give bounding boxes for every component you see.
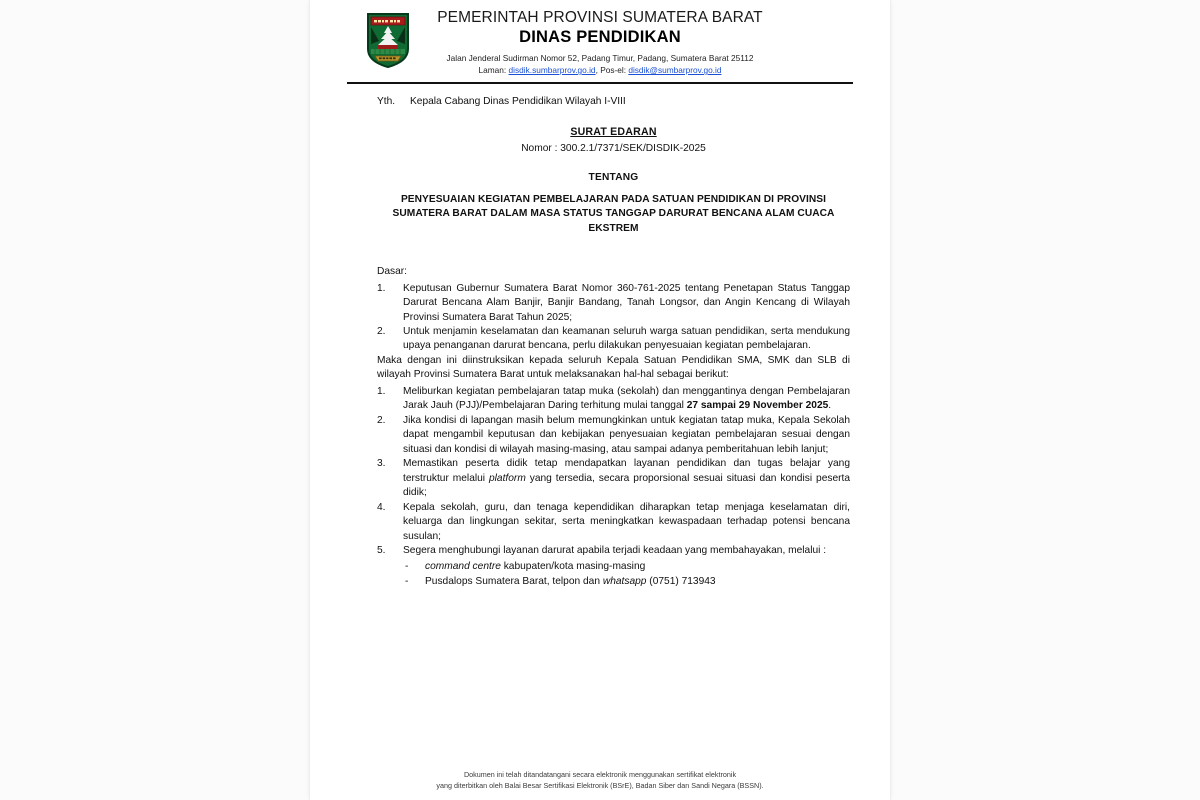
document-body bbox=[310, 95, 890, 590]
page-gutter-right bbox=[890, 0, 1200, 800]
letterhead-contact-line bbox=[340, 64, 860, 76]
instruction-item-text-before: Jika kondisi di lapangan masih belum memungkinkan untuk kegiatan tatap muka, Kepala Sekolah dapat mengambil keputusan dan kebijakan penyesuaian kegiatan pembelajaran sesuai dengan situasi dan kondisi di wilayah masing-masing, atau sampai adanya pemberitahuan lebih lanjut; bbox=[403, 414, 850, 455]
dasar-item-marker: 1. bbox=[377, 282, 386, 294]
page-gutter-left bbox=[0, 0, 310, 800]
contact-separator: , bbox=[595, 65, 598, 76]
instruction-item-italic-term: platform bbox=[489, 472, 526, 484]
instruction-item bbox=[377, 414, 850, 457]
dasar-item bbox=[377, 282, 850, 325]
dasar-list bbox=[377, 282, 850, 354]
instruction-intro-paragraph: Maka dengan ini diinstruksikan kepada seluruh Kepala Satuan Pendidikan SMA, SMK dan SLB di wilayah Provinsi Sumatera Barat untuk melaksanakan hal-hal sebagai berikut: bbox=[377, 354, 850, 381]
document-subject: PENYESUAIAN KEGIATAN PEMBELAJARAN PADA SATUAN PENDIDIKAN DI PROVINSI SUMATERA BARAT DALAM MASA STATUS TANGGAP DARURAT BENCANA ALAM CUACA EKSTREM bbox=[392, 193, 835, 234]
addressee-recipient: Kepala Cabang Dinas Pendidikan Wilayah I-VIII bbox=[410, 96, 626, 108]
letterhead bbox=[310, 0, 890, 76]
document-number: Nomor : 300.2.1/7371/SEK/DISDIK-2025 bbox=[521, 142, 706, 154]
instruction-item-marker: 4. bbox=[377, 501, 386, 513]
dasar-item-text: Untuk menjamin keselamatan dan keamanan seluruh warga satuan pendidikan, serta mendukung upaya penanganan darurat bencana, perlu dilakukan penyesuaian kegiatan pembelajaran. bbox=[403, 325, 850, 352]
addressee-honorific: Yth. bbox=[377, 96, 396, 108]
dasar-label: Dasar: bbox=[377, 266, 408, 278]
emergency-contact-list bbox=[403, 560, 850, 590]
dasar-item bbox=[377, 325, 850, 354]
instruction-item bbox=[377, 501, 850, 544]
instruction-item-marker: 3. bbox=[377, 458, 386, 470]
instruction-item bbox=[377, 385, 850, 414]
instruction-list bbox=[377, 385, 850, 559]
contact-italic-term: command centre bbox=[425, 560, 501, 572]
contact-rest-text: kabupaten/kota masing-masing bbox=[500, 560, 646, 572]
instruction-item-text-after: . bbox=[828, 400, 832, 412]
website-link[interactable]: disdik.sumbarprov.go.id bbox=[508, 65, 596, 76]
instruction-item-text-before: Memastikan peserta didik tetap mendapatkan layanan pendidikan dan tugas belajar yang terstruktur melalui bbox=[403, 458, 850, 484]
lambang-sumatera-barat-logo-icon bbox=[365, 11, 411, 69]
dasar-item-text: Keputusan Gubernur Sumatera Barat Nomor 360-761-2025 tentang Penetapan Status Tanggap Darurat Bencana Alam Banjir, Banjir Bandang, Tanah Longsor, dan Angin Kencang di Wilayah Provinsi Sumatera Barat Tahun 2025; bbox=[403, 282, 850, 323]
contact-dash-marker: - bbox=[405, 560, 409, 572]
instruction-item-marker: 1. bbox=[377, 385, 386, 397]
letterhead-line2: DINAS PENDIDIKAN bbox=[519, 28, 681, 47]
letterhead-line1: PEMERINTAH PROVINSI SUMATERA BARAT bbox=[437, 9, 763, 26]
footer-line1: Dokumen ini telah ditandatangani secara elektronik menggunakan sertifikat elektronik bbox=[463, 769, 737, 779]
electronic-signature-footer bbox=[310, 769, 890, 791]
instruction-item-text-after: yang tersedia, secara proporsional sesuai situasi dan kondisi peserta didik; bbox=[403, 472, 851, 499]
email-label: Pos-el: bbox=[600, 65, 627, 76]
contact-phone-number: (0751) 713943 bbox=[646, 576, 716, 588]
instruction-item-bold-date: 27 sampai 29 November 2025 bbox=[686, 400, 829, 412]
addressee-block bbox=[377, 95, 850, 109]
dasar-item-marker: 2. bbox=[377, 325, 386, 337]
contact-before-text: Pusdalops Sumatera Barat, telpon dan bbox=[425, 576, 603, 588]
document-type-heading: SURAT EDARAN bbox=[570, 125, 657, 138]
footer-line2: yang diterbitkan oleh Balai Besar Sertifikasi Elektronik (BSrE), Badan Siber dan Sandi Negara (BSSN). bbox=[436, 780, 764, 790]
document-page bbox=[310, 0, 890, 800]
instruction-item-marker: 2. bbox=[377, 414, 386, 426]
letterhead-divider bbox=[347, 82, 853, 84]
emergency-contact-item bbox=[403, 575, 850, 589]
document-title-block bbox=[377, 125, 850, 157]
emergency-contact-item bbox=[403, 560, 850, 574]
instruction-item-text-before: Meliburkan kegiatan pembelajaran tatap muka (sekolah) dan menggantinya dengan Pembelajaran Jarak Jauh (PJJ)/Pembelajaran Daring terhitung mulai tanggal bbox=[403, 385, 850, 412]
instruction-item-marker: 5. bbox=[377, 545, 386, 557]
website-label: Laman: bbox=[478, 65, 507, 76]
email-link[interactable]: disdik@sumbarprov.go.id bbox=[628, 65, 722, 76]
instruction-item bbox=[377, 457, 850, 500]
instruction-item-text-before: Kepala sekolah, guru, dan tenaga kependidikan diharapkan tetap menjaga keselamatan diri, keluarga dan lingkungan sekitar, serta meningkatkan kewaspadaan terhadap potensi bencana susulan; bbox=[403, 501, 850, 542]
contact-italic-term: whatsapp bbox=[602, 576, 647, 588]
tentang-label: TENTANG bbox=[588, 172, 639, 184]
contact-dash-marker: - bbox=[405, 576, 409, 588]
letterhead-address: Jalan Jenderal Sudirman Nomor 52, Padang Timur, Padang, Sumatera Barat 25112 bbox=[446, 53, 754, 64]
instruction-item-text-before: Segera menghubungi layanan darurat apabila terjadi keadaan yang membahayakan, melalui : bbox=[403, 545, 827, 557]
instruction-item bbox=[377, 544, 850, 558]
